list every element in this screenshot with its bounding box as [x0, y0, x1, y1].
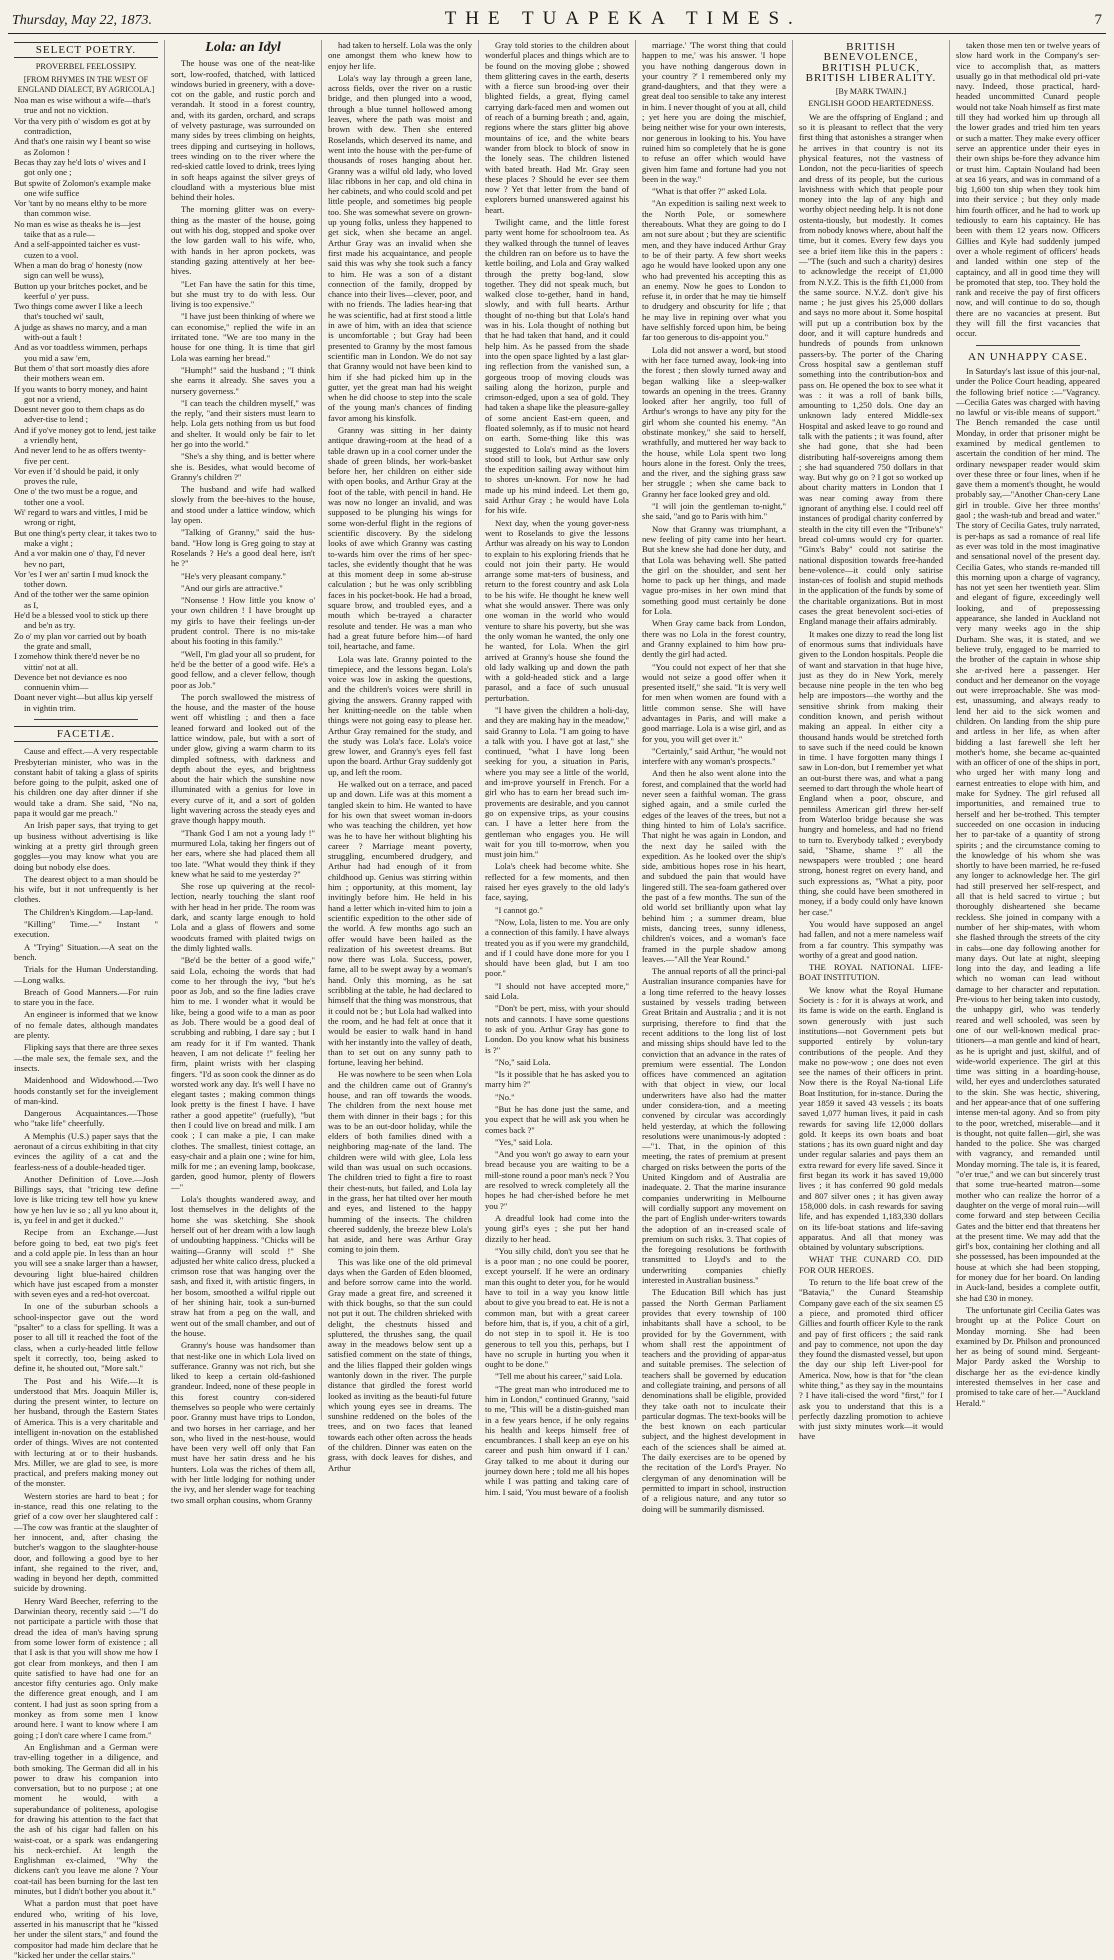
paragraph: "Humph!" said the husband ; "I think she earns it already. She saves you a nursery governess."	[171, 364, 315, 396]
paragraph: "I can teach the children myself," was the reply, "and their sisters must learn to help. Lola gets nothing from us but food and shelter. It would only be fair to let her go into the world."	[171, 397, 315, 449]
paragraph: Doesnt never goo to them chaps as do adver-tise to lend ;	[14, 404, 145, 425]
story-text	[171, 58, 315, 1505]
paragraph: I zomehow think there'd never be no vittin' not at all.	[14, 651, 140, 672]
paragraph: He'd be a blessed vool to stick up there and be'n as try.	[14, 610, 149, 631]
paragraph: Doant never vight—but allus kip yerself in vightin trim.	[14, 692, 153, 713]
unhappy-case-text	[956, 366, 1100, 1408]
paragraph: Next day, when the young gover-ness went to Roselands to give the lessons Arthur was already on his way to London to explain to his exploring friends that he could not join their party. He would arrange some mat-ters of business, and return to the forest country and ask Lola to be his wife. He thought he knew well what she would answer. There was only one woman in the world who would venture to share his poverty, but she was the only woman he wanted, the only one he wanted, for Lola. When the girl arrived at Granny's house she found the old lady walking up and down the path with a gold-headed stick and a large parasol, and a face of such unusual perturbation.	[485, 517, 629, 703]
column-7	[950, 40, 1106, 1420]
paragraph: In Saturday's last issue of this jour-nal, under the Police Court heading, appeared the following brief notice :—"Vagrancy.—Cecilia Gates was charged with having no lawful or vis-ible means of support." The Bench remanded the case until Monday, in order that prisoner might be examined by medical gentlemen to ascertain the condition of her mind. The ordinary newspaper reader would skim over these three or four lines, when if he gave them a moment's thought, he would probably say,—"Another Chan-cery Lane girl in trouble. Give her three months' gaol ; the wash-tub and bread and water." The story of Cecilia Gates, truly narrated, is per-haps as sad a romance of real life as ever was told in the most imaginative and sensational novel of the present day. Cecilia Gates, who stands re-manded till this morning upon a charge of vagrancy, has not yet seen her twentieth year. Slim and elegant of figure, exceedingly well looking, and of prepossessing appearance, she landed in Auckland not very many weeks ago in the ship Durham. She was, it is stated, and we believe truly, engaged to be married to the brother of the captain in whose ship she ar-rived here a passenger. Her conduct and her demeanor on the voyage out were irreproachable. She was mod-est, unassuming, and always ready to lend her aid to the sick women and children. On landing from the ship pure and artless in her life, as when after bidding a last farewell she left her mother's home, she became ac-quainted with an officer of one of the ships in port, who urged her with many long and earnest entreaties to elope with him, and make for Sydney. The girl refused all importunities, and remained true to herself and her be-trothed. This tempter succeeded on one occasion in inducing her to par-take of a quantity of strong spirits ; and the circumstance coming to the knowledge of his whom she was shortly to have been married, he re-fused any longer to acknowledge her. The girl had still preserved her self-respect, and all that is held sacred to virtue ; but thoroughly disheartened she became reckless. She joined in company with a number of her ship-mates, with whom she flashed through the streets of the city in cabs—one day following another for many days. Out late at night, sleeping long into the day, and leading a life which no woman can lead without damage to her character and reputation. Pre-vious to her being taken into custody, the unhappy girl, who was tenderly reared and well schooled, was seen by one of our well-known medical prac-titioners—a man gentle and kind of heart, as he is upright and just, skilful, and of wide-world experience. The girl at this time was sitting in a boarding-house, wild, her eyes and underclothes saturated to the skin. She was hectic, shivering, and her appear-ance that of one suffering intense men-tal agony. And so from pity to the poor, wretched, miserable—and it is thought, not quite fallen—girl, she was handed to the police. She was charged with vagrancy, and remanded until Monday morning. The tale is, it is feared, "o'er true," and we can but sincerely trust that some true-hearted matron—some mother who can realize the horror of a daughter on the verge of moral ruin—will come forward and step between Cecilia Gates and the bitter end that threatens her at the present time. We may add that the girl's box, containing her clothing and all she possessed, has been impounded at the house at which she had been stopping, for money due for her board. On landing in Auck-land, besides a complete outfit, she had £30 in money.	[956, 365, 1100, 1303]
paragraph: Devence bet not deviance es noo connuenin vhim—	[14, 671, 127, 693]
paragraph: A dreadful look had come into the young girl's eyes ; she put her hand dizzily to her head.	[485, 1212, 629, 1244]
paragraph: "Let Fan have the satin for this time, but she must try to do with less. Our living is too expensive."	[171, 278, 315, 310]
paragraph: Henry Ward Beecher, referring to the Darwinian theory, recently said :—"I do not participate a particle with those that dread the idea of man's having sprung from some lower form of existence ; all that I ask is that you will show me how I got clear from monkeys, and then I am quite satisfied to have had one for an ancestor fifty centuries ago. Only make the difference great enough, and I am content. I had just as soon spring from a monkey as from some men I know around here. I want to know where I am going ; I don't care where I came from."	[14, 1595, 158, 1740]
paragraph: "I cannot go."	[495, 904, 543, 915]
paragraph: This was like one of the old primeval days when the Garden of Eden bloomed, and before sorrow came into the world. Gray made a great fire, and screened it with thick boughs, so that the sun could not put it out. The children shrieked with delight, the chestnuts hissed and spluttered, the thrushes sang, the quail away in the meadows below sent up a satisfied comment on the state of things, and the lilies flapped their golden wings wantonly down in the river. The purple distance that girdled the forest world looked as inviting as the beauti-ful future which young eyes see in dreams. The sunshine reddened on the boles of the trees, and on two faces that leaned towards each other often across the heads of the children. Dinner was eaten on the grass, with dock leaves for dishes, and Arthur	[328, 1256, 472, 1473]
paragraph: "Thank God I am not a young lady !" murmured Lola, taking her fingers out of her ears, where she had placed them all too late. "What would they think if they knew what he said to me yesterday ?"	[171, 827, 315, 879]
paragraph: marriage.' 'The worst thing that could happen to me,' was his answer. 'I hope you have nothing dangerous down in your country ?' I remembered only my grand-daughters, and that they were a great deal too sensible to take any interest in him. I never thought of you at all, child ; yet here you are doing the mischief, being neither wise for your own interests, nor generous in looking to his. You have ruined him so completely that he is gone to refuse an offer which would have given him fame and fortune had you not been in the way."	[642, 40, 786, 184]
story-conclusion	[642, 40, 786, 1514]
paragraph: And of the tother wer the same opinion as I,	[14, 589, 149, 610]
article-byline: [By MARK TWAIN.]	[835, 87, 907, 97]
paragraph: No man es wise as theaks he is—jest taike that as a rule—	[14, 218, 141, 240]
paragraph: "What is that offer ?" asked Lola.	[652, 186, 767, 197]
paragraph: "Certainly," said Arthur, "he would not interfere with any woman's prospects."	[642, 745, 786, 767]
column-2	[165, 40, 322, 1505]
paragraph: What a pardon must that poet have endured who, writing of his love, asserted in his manuscript that he "kissed her under the silent stars," and found the compositor had made him declare that he "kicked her under the cellar stairs."	[14, 1898, 158, 1960]
paragraph: "You could not expect of her that she would not seize a good offer when it presented itself," she said. "It is very well for men when women are found with a little common sense. She will have advantages in Paris, and will make a good marriage. Lola is a wise girl, and as for you, you will get over it."	[642, 661, 786, 744]
paragraph: "But he has done just the same, and you expect that he will ask you when he comes back ?"	[485, 1103, 629, 1135]
paragraph: Lola's thoughts wandered away, and lost themselves in the delights of the home she was sketching. She shook herself out of her dream with a low laugh of undoubting happiness. "Chicks will be waiting—Granny will scold !" She adjusted her white calico dress, plucked a crimson rose that was hanging over the sash, and fixed it, with artistic fingers, in her bosom, smoothed a wilful ripple out of her shining hair, took a sun-burned straw hat from a peg on the wall, and went out of the small chamber, and out of the house.	[171, 1194, 315, 1338]
paragraph: If you wants to borry money, and haint got nor a vriend,	[14, 383, 148, 404]
paragraph: Now that Granny was triumphant, a new feeling of pity came into her heart. But she knew she had done her duty, and that Lola was behaving well. She patted the girl on the shoulder, and sent her home to pack up her things, and made vague pro-mises in her own mind that something good must certainly be done for Lola.	[642, 523, 786, 617]
paragraph: But spwite of Zolomon's example make one wife suffice	[14, 177, 151, 198]
paragraph: "Yes," said Lola.	[495, 1136, 553, 1147]
paragraph: Granny's house was handsomer than that nest-like one in which Lola lived on sufferance. Granny was not rich, but she liked to keep a certain old-fashioned grandeur. Indeed, none of these people in this forest country con-sidered themselves so people who were certainly poor. Granny must have trips to London, and two horses in her carriage, and her son, who lived in the nest-house, would have been very well off only that Fan must have her satin dress and he his hunters. Lola was the riches of them all, with her little lodging for nothing under the ivy, and her slender wage for teaching two small orphan cousins, whom Granny	[171, 1340, 315, 1505]
paragraph: The dearest object to a man should be his wife, but it not unfrequently is her clothes.	[14, 873, 158, 905]
paragraph: The Post and his Wife.—It is understood that Mrs. Joaquin Miller is, during the present winter, to lecture on her husband, through the Eastern States of America. This is a very charitable and intelligent in-novation on the established order of things. Wives are not contented with lecturing at or to their husbands. Mrs. Miller, we are glad to see, is more practical, and prefers making money out of the monster.	[14, 1375, 158, 1489]
paragraph: An engineer is informed that we know of no female dates, although mandates are plenty.	[14, 1009, 158, 1041]
paragraph: Recipe from an Exchange.—Just before going to bed, eat two pig's feet and a cold apple pie. In less than an hour you will see a snake larger than a hawser, devouring light blue-haired children which have just escaped from a monster with seven eyes and a red-hot overcoat.	[14, 1227, 158, 1300]
paragraph: The annual reports of all the princi-pal Australian insurance companies have for a long time referred to the heavy losses sustained by vessels trading between Great Britain and Australia ; and it is not surprising, therefore to find that the recent additions to the long list of lost and missing ships should have led to the conviction that an advance in the rates of premium were essential. The London offices have commenced an agitation with that object in view, our local underwriters have also had the matter under considera-tion, and a meeting convened by circular was accordingly held yesterday, at which the following resolutions were unanimous-ly adopted :—"1. That, in the opinion of this meeting, the rates of premium at present charged on risks between the ports of the United Kingdom and of Australia are inadequate. 2. That the marine insurance companies underwriting in Melbourne will cordially support any movement on the part of English under-writers towards the adoption of an in-creased scale of premium on such risks. 3. That copies of the foregoing resolutions be forthwith transmitted to Lloyd's and to the underwriting companies chiefly interested in Australian business."	[642, 966, 786, 1286]
paragraph: "I have just been thinking of where we can economise," replied the wife in an irritated tone. "We are too many in the house for one thing. It is time that girl Lola was earning her bread."	[171, 311, 315, 363]
paragraph: Gray told stories to the children about wonderful places and things which are to be found on the moving globe ; showed them glittering caves in the earth, deserts with a fierce sun brood-ing over their blighted fields, a great, flying camel carrying dark-faced men and women out of reach of a burning breath ; and, again, regions where the stars glitter big above mountains of ice, and the white bears wander from block to block of snow in the lonely seas. The children listened with bated breath. Had Mr. Gray seen these places ? Should he ever see them now ? Yet that letter from the band of explorers burned unanswered against his heart.	[485, 40, 629, 215]
paragraph: And then he also went alone into the forest, and complained that the world had never seen a faithful woman. The grass sighed again, and a smile curled the edges of the leaves of the trees, but not a thing hinted to him of Lola's sacrifice. That night he was again in London, and the next day he sailed with the expedition. As he looked over the ship's side, ambitious hopes rose in his heart, and subdued the pain that would have lingered still. The sea-foam gathered over the past of a few months. The sun of the old world set brilliantly upon what lay behind him ; a summer dream, blue mists, dancing trees, sunny idleness, children's voices, and a woman's face framed in the purple shadow among leaves.—"All the Year Round."	[642, 768, 786, 964]
paragraph: "I should not have accepted more," said Lola.	[485, 980, 629, 1002]
paragraph: An Irish paper says, that trying to get up business without advertising is like winking at a pretty girl through green goggles—you may know what you are doing but nobody else does.	[14, 820, 158, 872]
paragraph: "No."	[495, 1091, 515, 1102]
paragraph: The Education Bill which has just passed the North German Parliament provides that every township of 100 inhabitants shall have a school, to be provided for by the Government, with whom shall rest the appointment of teachers and the providing of appar-atus and suitable premises. The selection of teachers shall be governed by education and collegiate training, and persons of all denominations shall be eligible, provided they take oath not to inculcate their particular dogmas. The text-books will be the best known on each particular subject, and the highest development in each of the sciences shall be aimed at. The daily exercises are to be opened by the recitation of the Lord's Prayer. No clergyman of any denomination will be permitted to impart in school, instruction of a religious nature, and any tutor so doing will be summarily dismissed.	[642, 1287, 786, 1514]
paragraph: "Killing" Time.—" Instant " execution.	[14, 919, 158, 940]
paragraph: One o' the two must be a rogue, and tother one a vool.	[14, 486, 138, 507]
paragraph: It makes one dizzy to read the long list of enormous sums that individuals have given to the London hospitals. People die of want and starvation in that huge hive, just as they do in New York, merely because nine people in the ten who beg help are impostors—the worthy and the sensitive shrink from making their condition known, and perish without making an appeal. In either city a thousand hands would be stretched forth to save such if the need could be known in time. I have forgotten many things I saw in Lon-don, but I remember yet what an out-burst there was, and what a pang seemed to dart through the whole heart of England when a poor, obscure, and penniless American girl threw her-self from Waterloo bridge because she was hungry and homeless, and had no friend to turn to. Everybody talked ; everybody said, "Shame, shame !" all the newspapers were troubled ; one heard strong, honest regret on every hand, and such expressions as, "What a pity, poor thing, she could have been smothered in money, if a body could only have known her case."	[799, 628, 943, 917]
paragraph: And as vor toadtless wimmen, perhaps you mid a saw 'em,	[14, 342, 148, 363]
paragraph: He was nowhere to be seen when Lola and the children came out of Granny's house, and ran off towards the woods. The children from the next house met them with dinner in their bags ; for this was to be an out-door holiday, while the elders of both families dined with a neighboring mag-nate of the land. The children were wild with glee, Lola less wild than was usual on such occasions. The children tried to fight a fire to roast their chest-nuts, but failed, and Lola lay in the grass, her hat tilted over her mouth and eyes, and listened to the happy humming of the insects. The children cheered suddenly, the breeze blew Lola's hat aside, and here was Arthur Gray coming to join them.	[328, 1069, 472, 1255]
article-continued	[956, 40, 1100, 339]
paragraph: "I will join the gentleman to-night," she said, "and go to Paris with him."	[642, 501, 786, 522]
paragraph: But them o' that sort moastly dies afore their mothers wean em.	[14, 362, 149, 384]
paragraph: You would have supposed an angel had fallen, and not a mere nameless waif from a far country. This sympathy was worthy of a great and good nation.	[799, 918, 943, 960]
select-poetry-header: SELECT POETRY.	[14, 42, 158, 58]
paragraph: WHAT THE CUNARD CO. DID FOR OUR HEROES.	[799, 1254, 943, 1275]
paragraph: The husband and wife had walked slowly from the bee-hives to the house, and stood under a lattice window, which lay open.	[171, 484, 315, 526]
paragraph: The house was one of the neat-like sort, low-roofed, thatched, with latticed windows buried in greenery, with a dove-cot on the gable, and rustic porch and verandah. It stood in a forest country, and, with its garden, orchard, and scraps of velvety pasturage, was surrounded on many sides by trees climbing on heights, trees dipping and curtseying in hollows, trees winding on to the river where the red-skied cattle loved to drink, trees lying in soft heaps against the silver greys of cloudland with a mysterious blue mist behind their holes.	[171, 58, 315, 203]
paragraph: "The great man who introduced me to him in London," continued Granny, "said to me, 'This will be a distin-guished man in a few years hence, if he only regains his health and keeps himself free of encumbrances. I shall keep an eye on his career and push him onward if I can.' Gray talked to me about it during our journey down here ; told me all his hopes while I was patting and taking care of him. I said, 'You must beware of a foolish	[485, 1383, 629, 1497]
paragraph: "Well, I'm glad your all so prudent, for he'd be the better of a good wife. He's a good fellow, and a clever fellow, though poor as Job."	[171, 648, 315, 690]
paragraph: The porch swallowed the mistress of the house, and the master of the house went off whistling ; and then a face leaned forward and looked out of the lattice window, pale, but with a sort of under glow, giving a warm charm to its dimpled softness, with darkness and depth about the eyes, and brightness about the hair which the sunshine now illuminated with a genius for love in every curve of it, and a sort of golden light wavering across the steady eyes and grave though happy mouth.	[171, 691, 315, 826]
story-continued	[485, 40, 629, 1497]
paragraph: Vor tha very pith o' wisdom es got at by contradiction,	[14, 115, 151, 137]
paragraph: And if yo've money got to lend, jest taike a vriendly hent,	[14, 424, 157, 445]
paragraph: "Now, Lola, listen to me. You are only a connection of this family. I have always treated you as if you were my grandchild, and if I could have done more for you I should have been glad, but I am too poor."	[485, 916, 629, 979]
facetiae-items	[14, 746, 158, 1960]
section-divider	[976, 345, 1080, 346]
paragraph: An Englishman and a German were trav-elling together in a diligence, and both smoking. The German did all in his power to draw his companion into conversation, but to no purpose ; at one moment he would, with a superabundance of politeness, apologise for drawing his attention to the fact that the ash of his cigar had fallen on his waist-coat, or a spark was endangering his neck-erchief. At length the Englishman ex-claimed, "Why the dickens can't you leave me alone ? Your coat-tail has been burning for the last ten minutes, but I didn't bother you about it."	[14, 1741, 158, 1897]
section-divider	[34, 719, 138, 720]
paragraph: Lola's cheek had become white. She reflected for a few moments, and then raised her eyes gravely to the old lady's face, saying,	[485, 861, 629, 903]
column-5	[636, 40, 793, 1514]
article-header: BRITISH BENEVOLENCE, BRITISH PLUCK, BRITISH LIBERALITY.	[805, 41, 937, 84]
paragraph: When Gray came back from London, there was no Lola in the forest country, and Granny explained to him how pru-dently the girl had acted.	[642, 618, 786, 660]
paragraph: Vor 'tant by no means elthy to be more than common wise.	[14, 198, 147, 219]
paragraph: Dangerous Acquaintances.—Those who "take life" cheerfully.	[14, 1108, 158, 1129]
paragraph: had taken to herself. Lola was the only one amongst them who knew how to enjoy her life.	[328, 40, 472, 71]
issue-date: Thursday, May 22, 1873.	[12, 13, 152, 28]
paragraph: Button up your britches pocket, and be keerful o' yer puss.	[14, 280, 148, 301]
paragraph: But one thing's perty clear, it takes two to make a vight ;	[14, 527, 157, 548]
paragraph: Western stories are hard to beat ; for in-stance, read this one relating to the grief of a cow over her slaughtered calf :—The cow was frantic at the slaughter of her innocent, and, after chasing the butcher's waggon to the slaughter-house door, and following a good bye to her infant, she regained to the river, and, wading in beyond her depth, committed suicide by drowning.	[14, 1490, 158, 1594]
paragraph: "Talking of Granny," said the hus-band. "How long is Greg going to stay at Roselands ? He's a good deal here, isn't he ?"	[171, 527, 315, 569]
paragraph: When a man do brag o' honesty (now sign can well be wuss),	[14, 259, 143, 281]
paragraph: Noa man es wise without a wife—that's true and not no vicktion.	[14, 95, 151, 116]
paragraph: "Don't be pert, miss, with your should nots and cannots. I have some questions to ask of you. Arthur Gray has gone to London. Do you know what his business is ?"	[485, 1003, 629, 1055]
paragraph: Flipking says that there are three sexes—the male sex, the female sex, and the insects.	[14, 1042, 158, 1073]
paragraph: Vor 'es I wer an' sartin I mud knock the tother down.	[14, 568, 149, 590]
columns	[8, 40, 1106, 1960]
paragraph: "An expedition is sailing next week to the North Pole, or somewhere thereabouts. What they are going to do I am not sure about ; but they are scientific men, and they have induced Arthur Gray to be of their party. A few short weeks ago he would have looked upon any one who had prevented his accepting this as an enemy. Now he goes to London to refuse it, in order that he may tie himself to drudgery and obscurity for life ; that he may live in repining over what you have selfishly forced upon him, be being far too generous to dis-appoint you."	[642, 198, 786, 343]
poem-source: [FROM RHYMES IN THE WEST OF ENGLAND DIALECT, BY AGRICOLA.]	[17, 74, 155, 94]
page-number: 7	[1094, 12, 1102, 28]
paragraph: She rose up quivering at the recol-lection, nearly touching the slant roof with her head in her pride. The room was dark, and scanty large enough to hold Lola and a glass of flowers and some woodcuts framed with plaited twigs on the dimly lighted walls.	[171, 881, 315, 953]
paragraph: Lola did not answer a word, but stood with her face turned away, look-ing into the forest ; then slowly turned away and began walking like a sleep-walker towards an opening in the trees. Granny looked after her angrily, too full of Arthur's wrongs to have any pity for the girl whom she counted his enemy. "An obstinate monkey," she said to herself, wrathfully, and muttered her way back to the house, while Lola spent two long hours alone in the forest. Only the trees, and the river, and the sighing grass saw her struggle ; when she came back to Granny her face looked grey and old.	[642, 344, 786, 499]
paragraph: A judge as shaws no marcy, and a man with-out a fault !	[14, 321, 147, 343]
paragraph: "And our girls are attractive."	[181, 582, 283, 593]
paragraph: Vor even if 'd should be paid, it only proves the rule,	[14, 465, 139, 487]
story-continued	[328, 40, 472, 1473]
paragraph: THE ROYAL NATIONAL LIFE-BOAT INSTITUTION.	[799, 962, 943, 983]
paragraph: To return to the life boat crew of the "Batavia," the Cunard Steamship Company gave each of the six seamen £5 a piece, and promoted third officer Gillies and fourth officer Kyle to the rank and pay of first officers ; the said rank and pay to commence, not upon the day they found the dismasted vessel, but upon the day our ship left Liver-pool for America. Now, how is that for "the clean white thing," as they say in the mountains ? I have itali-cised the word "first," for I ask you to understand that this is a perfectly dazzling promotion to achieve with just sixty minutes work—it would have	[799, 1277, 943, 1442]
paragraph: Granny was sitting in her dainty antique drawing-room at the head of a table drawn up in a cool corner under the shade of green blinds, her work-basket before her, her children on either side with open books, and Arthur Gray at the foot of the table, with pencil in hand. He was now no longer an invalid, and was supposed to be plunging his wings for some won-derful flight in the regions of scientific discovery. By the sidelong looks of awe which Granny was casting to-wards him over the rims of her spec-tacles, she evidently thought that he was at this moment deep in some ab-struse calculation ; but he was only scribbling faces in his pocket-book. He had a broad, square brow, and troubled eyes, and a mouth which be-trayed a character resolute and tender. He was a man who had a great future before him—of hard toil, heartache, and fame.	[328, 424, 472, 652]
paragraph: Breach of Good Manners.—For ruin to stare you in the face.	[14, 986, 158, 1008]
paragraph: "He's very pleasant company."	[181, 570, 286, 581]
paragraph: taken those men ten or twelve years of slow hard work in the Company's ser-vice to accomplish that, as matters usually go in that methodical old pri-vate navy. Indeed, those practical, hard-headed uncommitted Cunard people would not take Noah himself as first mate till they had worked him up through all the lower grades and tried him ten years or such a matter. They make every officer serve an apprentice under their eyes in their own ships be-fore they advance him or trust him. Captain Nouland had been at sea 16 years, and was in command of a big 1,600 ton ship when they took him into their service ; but they only made him fourth officer, and he had to work up tediously to earn his captaincy. He has been with them 12 years now. Officers Gillies and Kyle had suddenly jumped over a whole regiment of officers' heads and landed within one step of the captaincy, and all in good time they will be promoted that step, too. They hold the rank and receive the pay of first officers now, and will continue to do so, though there are no vacancies at present. But they will fill the first vacancies that occur.	[956, 40, 1100, 339]
paragraph: "Nonsense ! How little you know o' your own children ! I have brought up my girls to have their feelings un-der prudent control. There is no mis-take about his footing in this family."	[171, 595, 315, 647]
facetiae-header: FACETIÆ.	[14, 726, 158, 742]
paragraph: And a self-appointed taicher es vust-cuzen to a vool.	[14, 239, 141, 260]
paragraph: We know what the Royal Humane Society is : for it is always at work, and its fame is wide on the earth. England is sown generously with just such institutions—not Government pets but supported entirely by volun-tary contributions of the people. And they make no pow-wow ; one does not even see the names of their officers in print. Now there is the Royal Na-tional Life Boat Institution, for in-stance. During the year 1859 it saved 43 vessels ; its boats saved 1,077 human lives, it paid in cash rewards for saving life 12,000 dollars gold. It keeps its own boats and boat stations ; has its own guard night and day under regular salaries and pays them an extra reward for every life saved. Since it first began its work it has saved 19,000 lives ; it has conferred 90 gold medals and 807 silver ones ; it has given away 158,000 dols. in cash rewards for saving life, and has expended 1,183,330 dollars on its life-boat stations and life-saving apparatus. And all that money was obtained by voluntary subscriptions.	[799, 984, 943, 1253]
paragraph: He walked out on a terrace, and paced up and down. Life was at this moment a tangled skein to him. He wanted to have for his own that sweet woman in-doors who was teaching the children, yet how was he to have her without blighting his career ? Marriage meant poverty, struggling, encumbered drudgery, and Arthur had had enough of it from childhood up. Genius was stirring within him ; opportunity, at this moment, lay invitingly before him. He held in his hand a letter which in-vited him to join a scientific expedition to the other side of the world. A few months ago such an offer would have been hailed as the realization of his sweetest dreams. But now there was Lola. Success, power, fame, all to be swept away by a woman's hand. Only this morning, as he sat scribbling at the table, he had declared to himself that the thing was monstrous, that it could not be ; but Lola had walked into the room, and he had felt at once that it would be easier to walk hand in hand with her instantly into the valley of death, than to set out on any sunny path to fortune, leaving her behind.	[328, 779, 472, 1068]
paragraph: "You silly child, don't you see that he is a poor man ; no one could be poorer, except yourself. If he were an ordinary man this ought to deter you, for he would have to toil in a way you know little about to give you bread to eat. He is not a common man, but with a great career before him, that is, if you, a chit of a girl, do not step in to spoil it. He is too generous to tell you this, perhaps, but I have no scruple in hurting you when it ought to be done."	[485, 1245, 629, 1370]
unhappy-case-header: AN UNHAPPY CASE.	[968, 350, 1088, 363]
paragraph: Becas thay zay he'd lots o' wives and I got only one ;	[14, 156, 146, 178]
paragraph: In one of the suburban schools a school-inspector gave out the word "psalter" to a class for spelling. It was a poser to all till it reached the foot of the class, when a curly-headed little fellow spelt it correctly, too, being asked to define it, he shouted out, "More salt."	[14, 1301, 158, 1374]
paragraph: The unfortunate girl Cecilia Gates was brought up at the Police Court on Monday morning. She had been examined by Dr. Philson and pronounced her as being of sound mind. Sergeant-Major Pardy asked the Worship to discharge her as the evi-dence kindly interested themselves in her case and promised to take care of her.—"Auckland Herald."	[956, 1304, 1100, 1408]
paragraph: Another Definition of Love.—Josh Billings says, that "tricing tew define love is like tricing tew tell how yu knew how ye hen luv ie so ; all yu kno about it, is, yu feel in and get it ducked."	[14, 1173, 158, 1226]
masthead	[8, 8, 1106, 34]
paragraph: A Memphis (U.S.) paper says that the aeronaut of a circus exhibiting in that city evinces the agility of a cat and the fearless-ness of a double-headed tiger.	[14, 1130, 158, 1172]
article-subhead: ENGLISH GOOD HEARTEDNESS.	[808, 99, 934, 109]
paragraph: We are the offspring of England ; and so it is pleasant to reflect that the very first thing that astonishes a stranger when he arrives in that country is not its physical features, not the vastness of London, not the pecu-liarities of speech and dress of its people, but the curious lavishness with which that people pour money into the lap of any high and worthy object needing help. It is not done ostenta-tiously, but modestly. It comes from nobody knows where, about half the time, but it comes. Every few days you see a brief item like this in the papers :—"The (such and such a charity) desires to acknowledge the receipt of £1,000 from N.Y.Z. This is the fifth £1,000 from the same source. N.Y.Z. don't give his name ; he just gives his 25,000 dollars and says no more about it. Some hospital will put up a contribution box by the door, and it will capture hundreds and hundreds of pounds from unknown passers-by. The porter of the Charing Cross hospital saw a gentleman stuff something into the contribution-box and pass on. He opened the box to see what it was : it was a roll of bank bills, amounting to 1,250 dols. One day an unknown lady entered Middle-sex Hospital and asked leave to go round and talk with the patients ; it was found, after she had gone, that she had been distributing half-sovereigns among them ; she had squandered 750 dollars in that way. But why go on ? I got so worked up about charity matters in London that I was near coming away from there ignorant of anything else. I could reel off instances of prodigal charity conferred by stealth in the city till even the "Tribune's" bread col-umns would cry for quarter. "Ginx's Baby" could not satirise the national disposition towards free-handed bene-volence—it could only satirise instan-ces of foolish and stupid methods in the application of the funds by some of the charitable organizations. But in most cases the great benevolent soci-eties of England manage their affairs admirably.	[799, 111, 943, 627]
paragraph: And a vor makin one o' thay, I'd never hev no part,	[14, 548, 146, 569]
column-3	[322, 40, 479, 1473]
paragraph: And that's one raisin wy I beant so wise as Zolomon !	[14, 136, 151, 157]
column-6	[793, 40, 950, 1442]
paragraph: A "Trying" Situation.—A seat on the bench.	[14, 941, 158, 962]
paragraph: Two things come awver I like a leech that's touched wi' sault,	[14, 301, 143, 322]
paragraph: Lola's way lay through a green lane, across fields, over the river on a rustic bridge, and then plunged into a wood, through a blue tunnel hollowed among leaves, where the path was moist and brown with dew. Then she entered Roselands, which deserved its name, and went into the house with the per-fume of thousands of roses hanging about her. Granny was a wilful old lady, who loved lilac ribbons in her cap, and old china in her cabinets, and who could scold and pet little people, and sometimes big people too. She was somewhat severe on grown-up young folks, unless they happened to get sick, when she became an angel. Arthur Gray was an invalid when she first made his acquaintance, and people said this was why she took such a fancy to him. He was a son of a distant connection of the family, dropped by chance into their lives—clever, poor, and with no friends. The ladies hear-ing that he was scientific, had at first stood a little in awe of him, with an idea that science is uncomfortable ; but Gray had been presented to Granny by the most famous scientific man in London. We do not say that Granny would not have been kind to him if she had picked him up in the gutter, yet the great man had his weight when he did choose to step into the scale of the young man's chances of finding favor among his kinsfolk.	[328, 72, 472, 423]
column-4	[479, 40, 636, 1497]
poem-title: PROVERBEL FEELOSSIPY.	[35, 62, 137, 72]
paragraph: "And you won't go away to earn your bread because you are waiting to be a mill-stone round a poor man's neck ? You are resolved to wreck completely all the hopes he had cher-ished before he met you ?"	[485, 1149, 629, 1211]
paragraph: "She's a shy thing, and is better where she is. Besides, what would become of Granny's children ?"	[171, 451, 315, 482]
paragraph: Zo o' my plan vor carried out by boath the grate and small,	[14, 630, 147, 651]
paragraph: The Children's Kingdom.—Lap-land.	[24, 906, 153, 917]
poem-lines	[14, 95, 158, 713]
paragraph: Maidenhood and Widowhood.—Two hoods constantly set for the inveiglement of man-kind.	[14, 1075, 158, 1106]
newspaper-title: THE TUAPEKA TIMES.	[444, 8, 802, 29]
article-text	[799, 112, 943, 1442]
paragraph: Cause and effect.—A very respectable Presbyterian minister, who was in the constant habit of taking a glass of spirits before going to the pulpit, asked one of his children one day after dinner if she would take a dram. She said, "No na, papa it would gar me preach."	[14, 746, 158, 819]
paragraph: "Be'd be the better of a good wife," said Lola, echoing the words that had come to her through the ivy, "but he's poor as Job, and so the fine ladies crave him to me. I wonder what it would be like, being a good wife to a man as poor as Job. There would be a good deal of scrubbing and rubbing, I dare say ; but I am ready for it if I'm wanted. Thank heaven, I am not delicate !" feeling her firm, plaint wrists with her clasping fingers. "I'd as soon cook the dinner as do worsted work any day. It's well I have no elegant tastes ; making common things look pretty is the finest I have. I have rather a good appetite" (ruefully), "but then I could live on bread and milk. I am cook ; I can make a pie, I can make clothes. The smallest, tiniest cottage, an easy-chair and a plain one ; wine for him, milk for me ; an evening lamp, bookcase, garden, good humor, plenty of flowers—"	[171, 955, 315, 1192]
paragraph: "I have given the children a holi-day, and they are making hay in the meadow," said Granny to Lola. "I am going to have a talk with you. I have got at last," she continued, "what I have long been seeking for you, a situation in Paris, where you may see a little of the world, and im-prove yourself in French. For a girl who has to earn her bread such im-provements are desirable, and you cannot go on expensive trips, as your cousins can. I have a letter here from the gentleman who engages you. He will wait for you till to-morrow, when you must join him."	[485, 705, 629, 860]
column-1	[8, 40, 165, 1960]
paragraph: Lola was late. Granny pointed to the timepiece, and the lessons began. Lola's voice was low in asking the questions, and the children's voices were shrill in giving the answers. Granny rapped with her knitting-needle on the table when things were not going easy to please her. Arthur Gray remained for the study, and the study was Lola's face. Lola's voice grew lower, and Granny's eyes fell fast upon the board. Arthur Gray suddenly got up, and left the room.	[328, 653, 472, 777]
paragraph: Wi' regard to wars and vittles, I mid be wrong or right,	[14, 507, 148, 528]
paragraph: "No," said Lola.	[495, 1056, 551, 1067]
paragraph: "Is it possible that he has asked you to marry him ?"	[485, 1069, 629, 1090]
story-title: Lola: an Idyl	[205, 40, 281, 55]
paragraph: The morning glitter was on every-thing as the master of the house, going out with his dog, stopped and spoke over the low garden wall to his wife, who, with hands in her apron pockets, was standing gazing attentively at her bee-hives.	[171, 204, 315, 277]
paragraph: Twilight came, and the little forest party went home for schoolroom tea. As they walked through the tunnel of leaves the children ran on before us to have the kettle boiling, and Lola and Gray walked through the pretty bog-land, slow together. They did not speak much, but walked close to-gether, hand in hand, slowly, and with full hearts. Arthur thought of no-thing but that Lola's hand was in his. Lola thought of nothing but that he had taken that hand, and it could help him. As he passed from the shade into the open space lighted by a last glar-ing reflection from the vanished sun, a gorgeous troop of moving clouds was sailing along the horizon, purple and crimson-edged, upon a sea of gold. They had taken a shape like the pleasure-galley of some ancient East-ern queen, and floated solemnly, as if to music not heard on earth. Some-thing like this was suggested to Lola's mind as the lovers stood still to look, but Arthur saw only the expedition sailing away without him to shores un-known. For now he had made up his mind indeed. Let them go, said Arthur Gray ; he would have Lola for his wife.	[485, 217, 629, 516]
paragraph: Trials for the Human Understanding.—Long walks.	[14, 964, 158, 985]
newspaper-page	[8, 8, 1106, 1960]
paragraph: And never lend to he as offers twenty-five per cent.	[14, 445, 146, 466]
paragraph: "Tell me about his career," said Lola.	[495, 1371, 623, 1382]
